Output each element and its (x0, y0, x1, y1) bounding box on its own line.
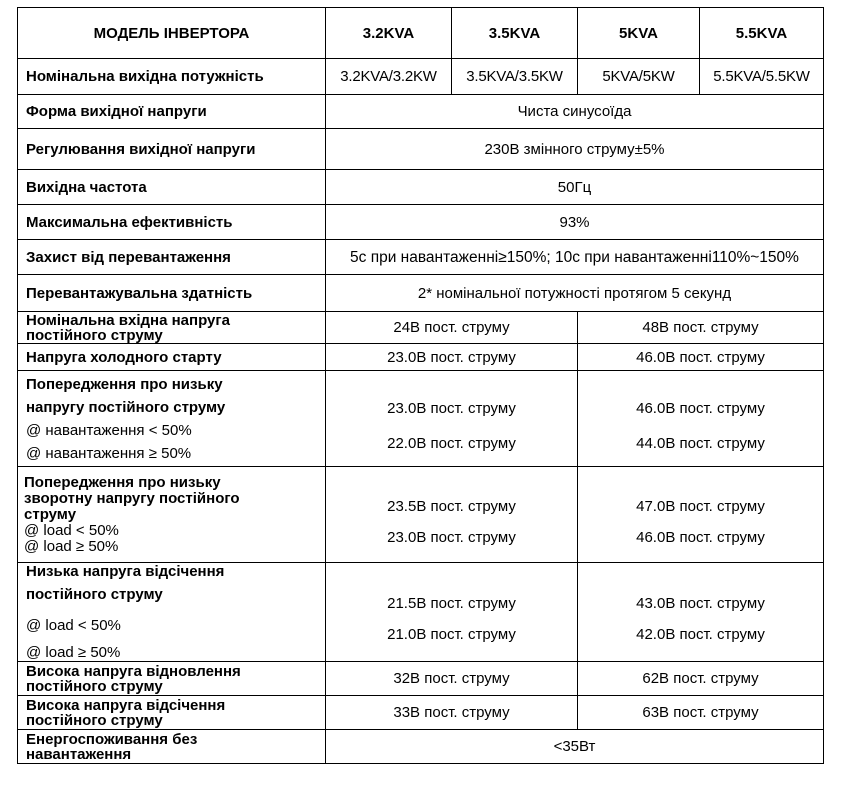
low-cutoff-label-line1: Низька напруга відсічення (26, 563, 225, 580)
low-cutoff-24v-a: 21.5В пост. струму (387, 595, 516, 612)
row-low-cutoff (18, 563, 824, 662)
high-recovery-label (18, 662, 326, 696)
row-dc-input (18, 312, 824, 344)
no-load-value: <35Вт (326, 730, 824, 764)
high-recovery-24v: 32В пост. струму (326, 662, 578, 696)
low-warning-48v-a: 46.0В пост. струму (636, 399, 765, 417)
inverter-spec-table (17, 7, 824, 764)
rated-power-label: Номінальна вихідна потужність (18, 59, 326, 95)
low-warning-24v-a: 23.0В пост. струму (387, 399, 516, 417)
dc-input-label (18, 312, 326, 344)
low-cutoff-48v (578, 563, 824, 662)
no-load-label-line2: навантаження (26, 745, 132, 763)
row-cold-start (18, 344, 824, 371)
low-return-48v (578, 467, 824, 563)
row-overload-protection (18, 240, 824, 275)
header-col-3-2kva: 3.2KVA (326, 8, 452, 59)
no-load-label-line1: Енергоспоживання без (26, 730, 198, 748)
low-cutoff-48v-b: 42.0В пост. струму (636, 626, 765, 643)
low-warning-48v-b: 44.0В пост. струму (636, 434, 765, 452)
header-model: МОДЕЛЬ ІНВЕРТОРА (18, 8, 326, 59)
cold-start-24v: 23.0В пост. струму (326, 344, 578, 371)
row-efficiency (18, 205, 824, 240)
row-low-return (18, 467, 824, 563)
low-return-24v-b: 23.0В пост. струму (387, 528, 516, 546)
low-return-sub-1: @ load < 50% (24, 521, 119, 539)
low-cutoff-label (18, 563, 326, 662)
high-cutoff-label-line1: Висока напруга відсічення (26, 696, 226, 714)
low-warning-24v-b: 22.0В пост. струму (387, 434, 516, 452)
row-waveform (18, 95, 824, 129)
low-return-sub-2: @ load ≥ 50% (24, 537, 119, 555)
rated-power-5: 5KVA/5KW (578, 59, 700, 95)
row-high-cutoff (18, 696, 824, 730)
low-return-label-line1: Попередження про низьку (24, 473, 221, 491)
high-cutoff-24v: 33В пост. струму (326, 696, 578, 730)
efficiency-value: 93% (326, 205, 824, 240)
low-cutoff-48v-a: 43.0В пост. струму (636, 595, 765, 612)
dc-input-24v: 24В пост. струму (326, 312, 578, 344)
surge-value: 2* номінальної потужності протягом 5 секунд (326, 275, 824, 312)
low-cutoff-sub-1: @ load < 50% (26, 617, 121, 634)
frequency-value: 50Гц (326, 170, 824, 205)
low-cutoff-24v-b: 21.0В пост. струму (387, 626, 516, 643)
rated-power-5-5: 5.5KVA/5.5KW (700, 59, 824, 95)
dc-input-48v: 48В пост. струму (578, 312, 824, 344)
low-cutoff-label-line2: постійного струму (26, 586, 163, 603)
header-row (18, 8, 824, 59)
low-warning-label (18, 371, 326, 467)
low-return-label-line2: зворотну напругу постійного (24, 489, 240, 507)
high-recovery-48v: 62В пост. струму (578, 662, 824, 696)
no-load-label (18, 730, 326, 764)
rated-power-3-2: 3.2KVA/3.2KW (326, 59, 452, 95)
low-warning-24v (326, 371, 578, 467)
row-high-recovery (18, 662, 824, 696)
low-return-48v-b: 46.0В пост. струму (636, 528, 765, 546)
low-cutoff-sub-2: @ load ≥ 50% (26, 644, 121, 661)
low-return-label-line3: струму (24, 505, 77, 523)
low-warning-sub-1: @ навантаження < 50% (26, 421, 192, 439)
high-recovery-label-line1: Висока напруга відновлення (26, 662, 241, 680)
low-return-24v-a: 23.5В пост. струму (387, 497, 516, 515)
low-return-label (18, 467, 326, 563)
rated-power-3-5: 3.5KVA/3.5KW (452, 59, 578, 95)
row-surge (18, 275, 824, 312)
high-cutoff-48v: 63В пост. струму (578, 696, 824, 730)
low-warning-48v (578, 371, 824, 467)
dc-input-label-line2: постійного струму (26, 326, 163, 344)
cold-start-label: Напруга холодного старту (18, 344, 326, 371)
header-col-5-5kva: 5.5KVA (700, 8, 824, 59)
low-warning-sub-2: @ навантаження ≥ 50% (26, 444, 192, 462)
row-no-load (18, 730, 824, 764)
header-col-3-5kva: 3.5KVA (452, 8, 578, 59)
waveform-label: Форма вихідної напруги (18, 95, 326, 129)
cold-start-48v: 46.0В пост. струму (578, 344, 824, 371)
regulation-label: Регулювання вихідної напруги (18, 129, 326, 170)
high-cutoff-label (18, 696, 326, 730)
overload-protection-value: 5с при навантаженні≥150%; 10с при навантаженні110%~150% (326, 240, 824, 275)
frequency-label: Вихідна частота (18, 170, 326, 205)
efficiency-label: Максимальна ефективність (18, 205, 326, 240)
waveform-value: Чиста синусоїда (326, 95, 824, 129)
low-warning-label-line2: напругу постійного струму (26, 398, 226, 416)
row-frequency (18, 170, 824, 205)
low-return-48v-a: 47.0В пост. струму (636, 497, 765, 515)
regulation-value: 230В змінного струму±5% (326, 129, 824, 170)
high-cutoff-label-line2: постійного струму (26, 711, 163, 729)
row-regulation (18, 129, 824, 170)
header-col-5kva: 5KVA (578, 8, 700, 59)
surge-label: Перевантажувальна здатність (18, 275, 326, 312)
high-recovery-label-line2: постійного струму (26, 677, 163, 695)
dc-input-label-line1: Номінальна вхідна напруга (26, 311, 230, 329)
row-rated-power (18, 59, 824, 95)
overload-protection-label: Захист від перевантаження (18, 240, 326, 275)
low-cutoff-24v (326, 563, 578, 662)
row-low-warning (18, 371, 824, 467)
low-return-24v (326, 467, 578, 563)
low-warning-label-line1: Попередження про низьку (26, 375, 223, 393)
